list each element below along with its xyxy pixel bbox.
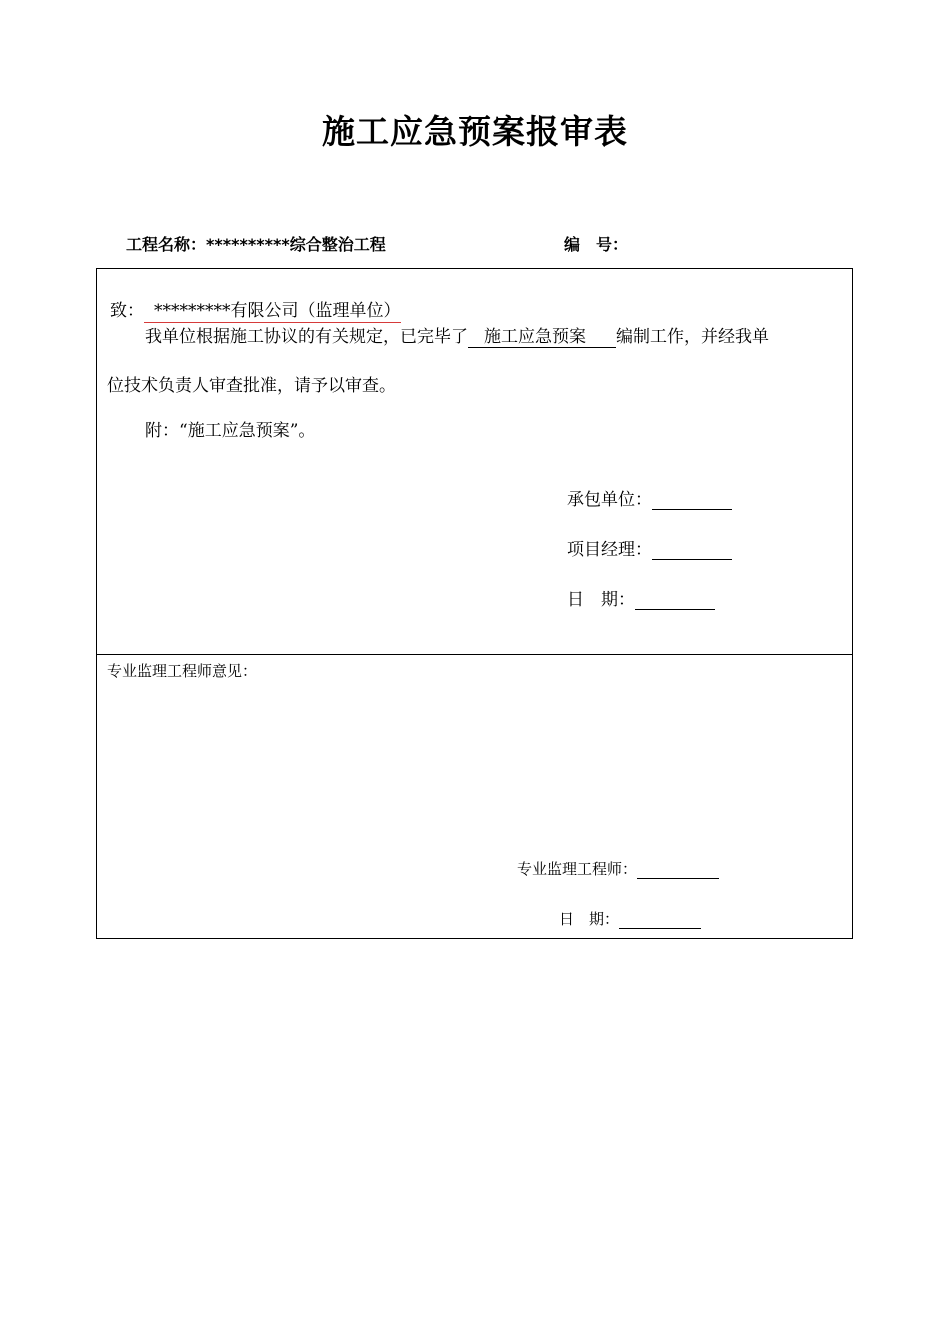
body-paragraph-line2: 位技术负责人审查批准，请予以审查。 [107, 376, 396, 396]
to-label: 致： [110, 301, 144, 321]
date-field[interactable] [635, 591, 715, 610]
attachment-line: 附：“施工应急预案”。 [145, 421, 316, 441]
number-label: 编 号： [564, 235, 629, 254]
recipient-line [110, 296, 401, 321]
para1-prefix: 我单位根据施工协议的有关规定，已完毕了 [145, 327, 468, 347]
submission-section [96, 268, 853, 655]
project-name-label: 工程名称： [126, 235, 207, 254]
body-paragraph-line1 [145, 322, 769, 348]
project-name-value: **********综合整治工程 [206, 235, 386, 254]
engineer-date-row [559, 908, 701, 929]
contractor-row [567, 485, 732, 510]
recipient-company: *********有限公司（监理单位） [144, 301, 401, 323]
engineer-row [517, 858, 719, 879]
engineer-date-label: 日 期： [559, 910, 620, 928]
manager-row [567, 535, 732, 560]
date-label: 日 期： [567, 590, 635, 610]
date-row [567, 585, 715, 610]
engineer-opinion-section [96, 654, 853, 939]
manager-label: 项目经理： [567, 540, 652, 560]
engineer-label: 专业监理工程师： [517, 860, 638, 878]
contractor-label: 承包单位： [567, 490, 652, 510]
para1-suffix: 编制工作，并经我单 [616, 327, 769, 347]
engineer-signature-field[interactable] [637, 862, 719, 879]
plan-name-field: 施工应急预案 [468, 322, 616, 348]
manager-signature-field[interactable] [652, 541, 732, 560]
contractor-signature-field[interactable] [652, 491, 732, 510]
opinion-label: 专业监理工程师意见： [107, 662, 258, 680]
project-name-row [126, 232, 386, 255]
engineer-date-field[interactable] [619, 912, 701, 929]
page-title: 施工应急预案报审表 [322, 112, 628, 151]
